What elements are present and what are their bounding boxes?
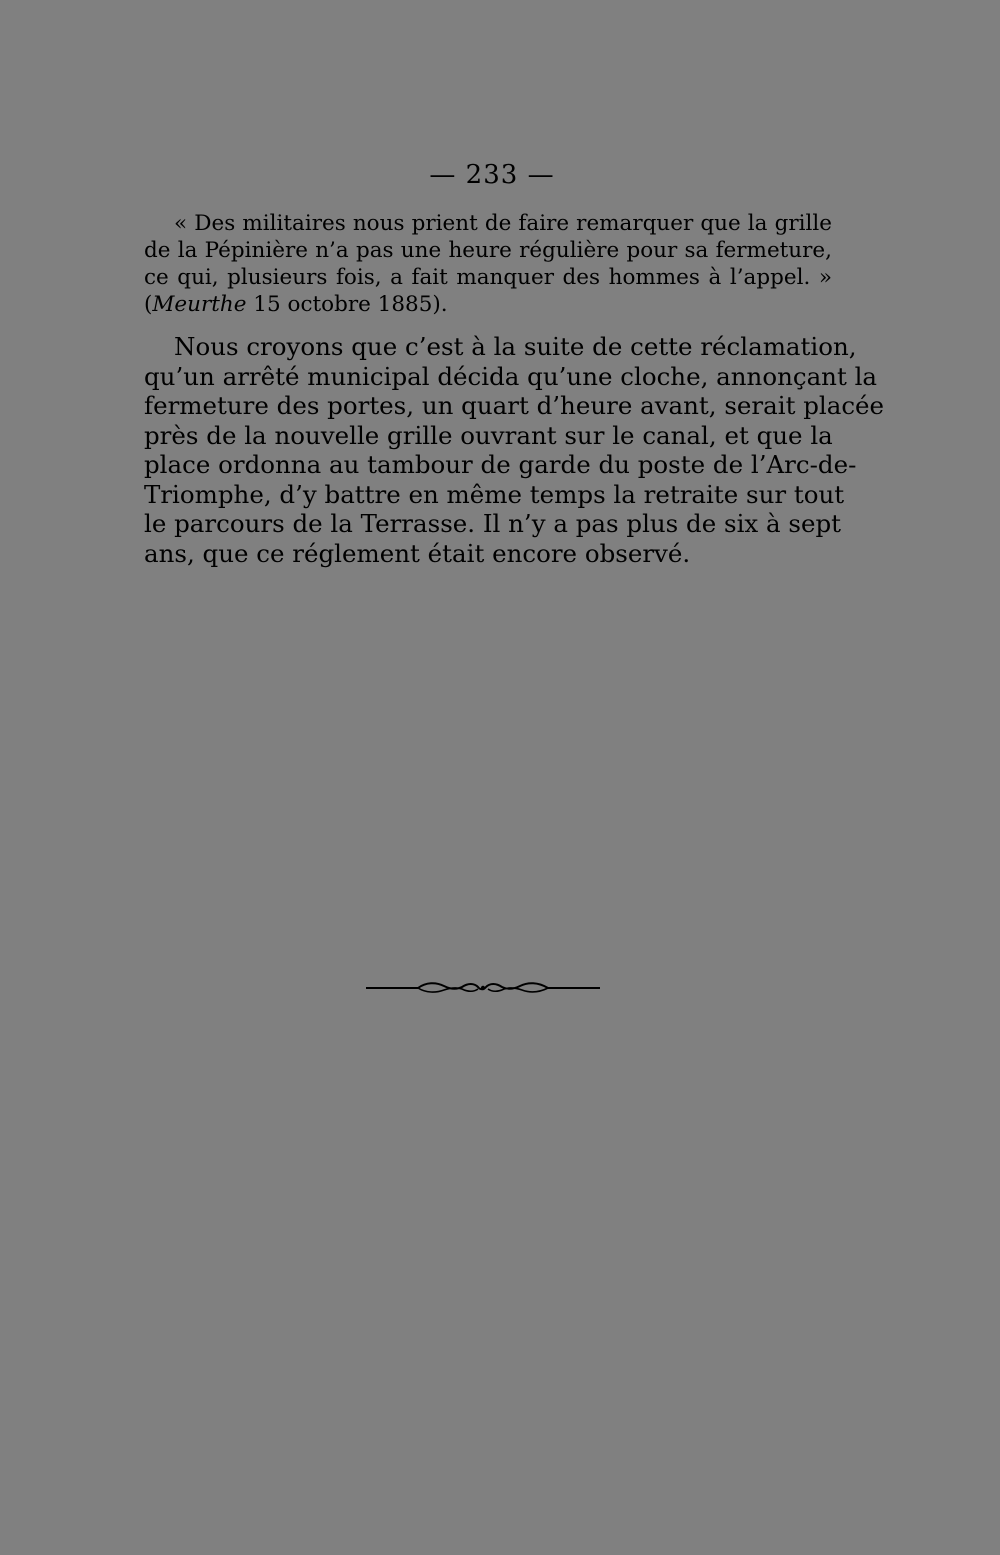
quote-paragraph	[144, 210, 832, 318]
ornamental-divider-icon	[366, 978, 600, 996]
source-title: Meurthe	[152, 292, 247, 317]
source-open-paren: (	[144, 292, 153, 317]
quote-line: de la Pépinière n’a pas une heure régulière pour sa fermeture,	[144, 238, 832, 263]
source-date: 15 octobre 1885).	[246, 292, 448, 317]
quote-line: ce qui, plusieurs fois, a fait manquer des hommes à l’appel. »	[144, 265, 832, 290]
body-line: qu’un arrêté municipal décida qu’une cloche, annonçant la	[144, 361, 878, 391]
page-number: — 233 —	[429, 160, 555, 190]
body-line: Nous croyons que c’est à la suite de cette réclamation,	[174, 332, 857, 361]
body-line: ans, que ce réglement était encore observé.	[144, 538, 691, 568]
quote-line: « Des militaires nous prient de faire remarquer que la grille	[174, 211, 832, 236]
body-line: fermeture des portes, un quart d’heure avant, serait placée	[144, 391, 885, 420]
body-line: place ordonna au tambour de garde du poste de l’Arc-de-	[144, 450, 857, 479]
body-line: le parcours de la Terrasse. Il n’y a pas plus de six à sept	[144, 509, 842, 538]
body-line: Triomphe, d’y battre en même temps la retraite sur tout	[144, 479, 845, 509]
quote-source	[144, 291, 832, 318]
body-paragraph	[144, 332, 885, 568]
body-line: près de la nouvelle grille ouvrant sur le canal, et que la	[144, 420, 833, 450]
